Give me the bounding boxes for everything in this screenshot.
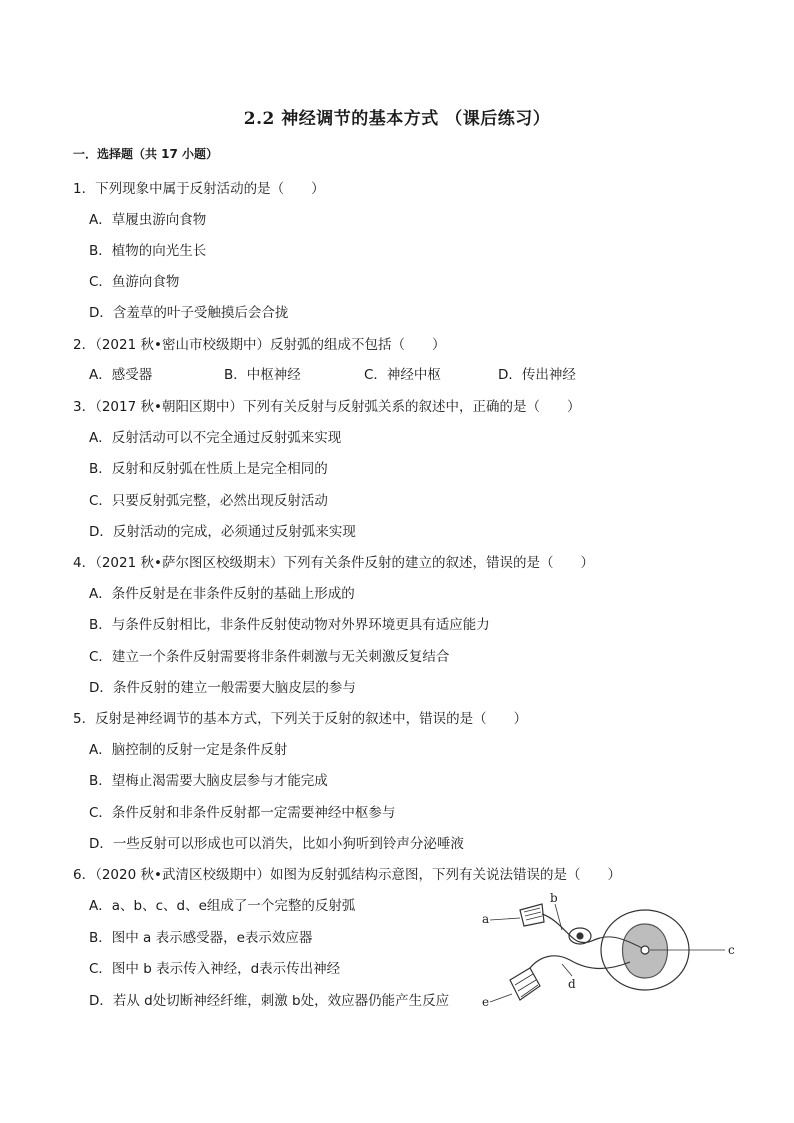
- figure-label-e: e: [482, 995, 490, 1009]
- figure-label-b: b: [550, 891, 558, 905]
- question-2-option-d[interactable]: D．传出神经: [498, 367, 576, 383]
- question-4-option-a[interactable]: A．条件反射是在非条件反射的基础上形成的: [89, 586, 355, 602]
- question-1-stem: 1．下列现象中属于反射活动的是（ ）: [73, 181, 325, 197]
- question-2-option-b[interactable]: B．中枢神经: [224, 367, 301, 383]
- question-6-option-c[interactable]: C．图中 b 表示传入神经，d表示传出神经: [89, 961, 341, 977]
- question-1-option-b[interactable]: B．植物的向光生长: [89, 243, 207, 259]
- question-5-option-d[interactable]: D．一些反射可以形成也可以消失，比如小狗听到铃声分泌唾液: [89, 836, 464, 852]
- question-4-option-d[interactable]: D．条件反射的建立一般需要大脑皮层的参与: [89, 680, 356, 696]
- figure-label-a: a: [482, 912, 490, 926]
- question-5-option-c[interactable]: C．条件反射和非条件反射都一定需要神经中枢参与: [89, 805, 396, 821]
- question-6-stem: 6．（2020 秋•武清区校级期中）如图为反射弧结构示意图，下列有关说法错误的是（ ）: [73, 867, 621, 883]
- efferent-nerve-line: [530, 956, 630, 969]
- question-4-option-c[interactable]: C．建立一个条件反射需要将非条件刺激与无关刺激反复结合: [89, 649, 450, 665]
- question-2-stem: 2．（2021 秋•密山市校级期中）反射弧的组成不包括（ ）: [73, 337, 446, 353]
- question-4-option-b[interactable]: B．与条件反射相比，非条件反射使动物对外界环境更具有适应能力: [89, 617, 490, 633]
- reflex-arc-figure: [480, 890, 740, 1015]
- figure-label-c: c: [728, 943, 735, 957]
- section-heading: 一．选择题（共 17 小题）: [73, 147, 219, 161]
- question-1-option-a[interactable]: A．草履虫游向食物: [89, 212, 207, 228]
- question-6-option-a[interactable]: A．a、b、c、d、e组成了一个完整的反射弧: [89, 898, 356, 914]
- receptor-shape: [520, 904, 544, 926]
- question-3-option-b[interactable]: B．反射和反射弧在性质上是完全相同的: [89, 461, 328, 477]
- question-2-option-a[interactable]: A．感受器: [89, 367, 153, 383]
- effector-shape: [510, 968, 540, 1000]
- question-6-option-b[interactable]: B．图中 a 表示感受器，e表示效应器: [89, 930, 313, 946]
- question-1-option-d[interactable]: D．含羞草的叶子受触摸后会合拢: [89, 305, 289, 321]
- question-2-option-c[interactable]: C．神经中枢: [364, 367, 441, 383]
- question-6-option-d[interactable]: D．若从 d处切断神经纤维，刺激 b处，效应器仍能产生反应: [89, 993, 450, 1009]
- afferent-nerve-line: [542, 914, 600, 943]
- question-3-stem: 3．（2017 秋•朝阳区期中）下列有关反射与反射弧关系的叙述中，正确的是（ ）: [73, 399, 581, 415]
- question-3-option-c[interactable]: C．只要反射弧完整，必然出现反射活动: [89, 493, 328, 509]
- question-1-option-c[interactable]: C．鱼游向食物: [89, 274, 180, 290]
- question-5-option-a[interactable]: A．脑控制的反射一定是条件反射: [89, 742, 288, 758]
- question-4-stem: 4．（2021 秋•萨尔图区校级期末）下列有关条件反射的建立的叙述，错误的是（ ）: [73, 555, 594, 571]
- question-5-stem: 5．反射是神经调节的基本方式，下列关于反射的叙述中，错误的是（ ）: [73, 711, 528, 727]
- question-3-option-a[interactable]: A．反射活动可以不完全通过反射弧来实现: [89, 430, 342, 446]
- figure-label-d: d: [568, 977, 576, 991]
- question-5-option-b[interactable]: B．望梅止渴需要大脑皮层参与才能完成: [89, 773, 328, 789]
- question-3-option-d[interactable]: D．反射活动的完成，必须通过反射弧来实现: [89, 524, 356, 540]
- page-title: 2.2 神经调节的基本方式 （课后练习）: [243, 109, 551, 129]
